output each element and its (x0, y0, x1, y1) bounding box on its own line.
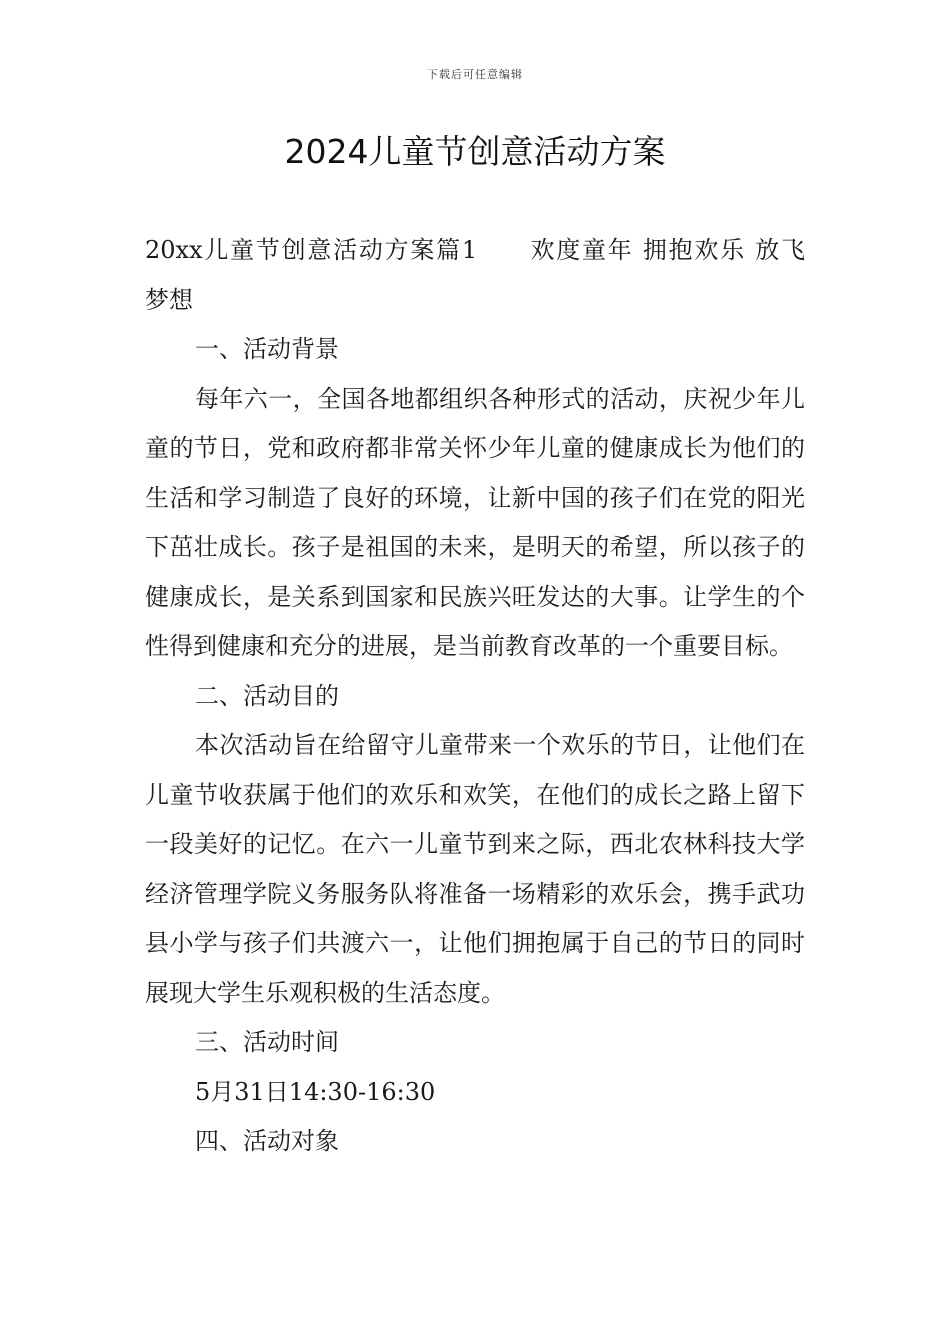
section-heading-purpose: 二、活动目的 (195, 681, 339, 710)
section-body-background: 每年六一，全国各地都组织各种形式的活动，庆祝少年儿童的节日，党和政府都非常关怀少年儿童的健康成长为他们的生活和学习制造了良好的环境，让新中国的孩子们在党的阳光下茁壮成长。孩子是祖国的未来，是明天的希望，所以孩子的健康成长，是关系到国家和民族兴旺发达的大事。让学生的个性得到健康和充分的进展，是当前教育改革的一个重要目标。 (145, 384, 805, 660)
section-heading-background: 一、活动背景 (195, 335, 339, 363)
section-body-purpose: 本次活动旨在给留守儿童带来一个欢乐的节日，让他们在儿童节收获属于他们的欢乐和欢笑，在他们的成长之路上留下一段美好的记忆。在六一儿童节到来之际，西北农林科技大学经济管理学院义务服务队将准备一场精彩的欢乐会，携手武功县小学与孩子们共渡六一，让他们拥抱属于自己的节日的同时展现大学生乐观积极的生活态度。 (145, 731, 805, 1007)
section-heading-time: 三、活动时间 (195, 1028, 339, 1056)
section-heading-audience: 四、活动对象 (195, 1127, 339, 1155)
intro-line-1: 20xx儿童节创意活动方案篇1 欢度童年 拥抱欢乐 放飞 (145, 236, 805, 264)
section-body-time: 5月31日14:30-16:30 (195, 1077, 436, 1106)
document-body (145, 226, 805, 1167)
document-title: 2024儿童节创意活动方案 (284, 132, 666, 171)
header-note: 下载后可任意编辑 (427, 68, 523, 81)
intro-line-2: 梦想 (145, 285, 193, 314)
